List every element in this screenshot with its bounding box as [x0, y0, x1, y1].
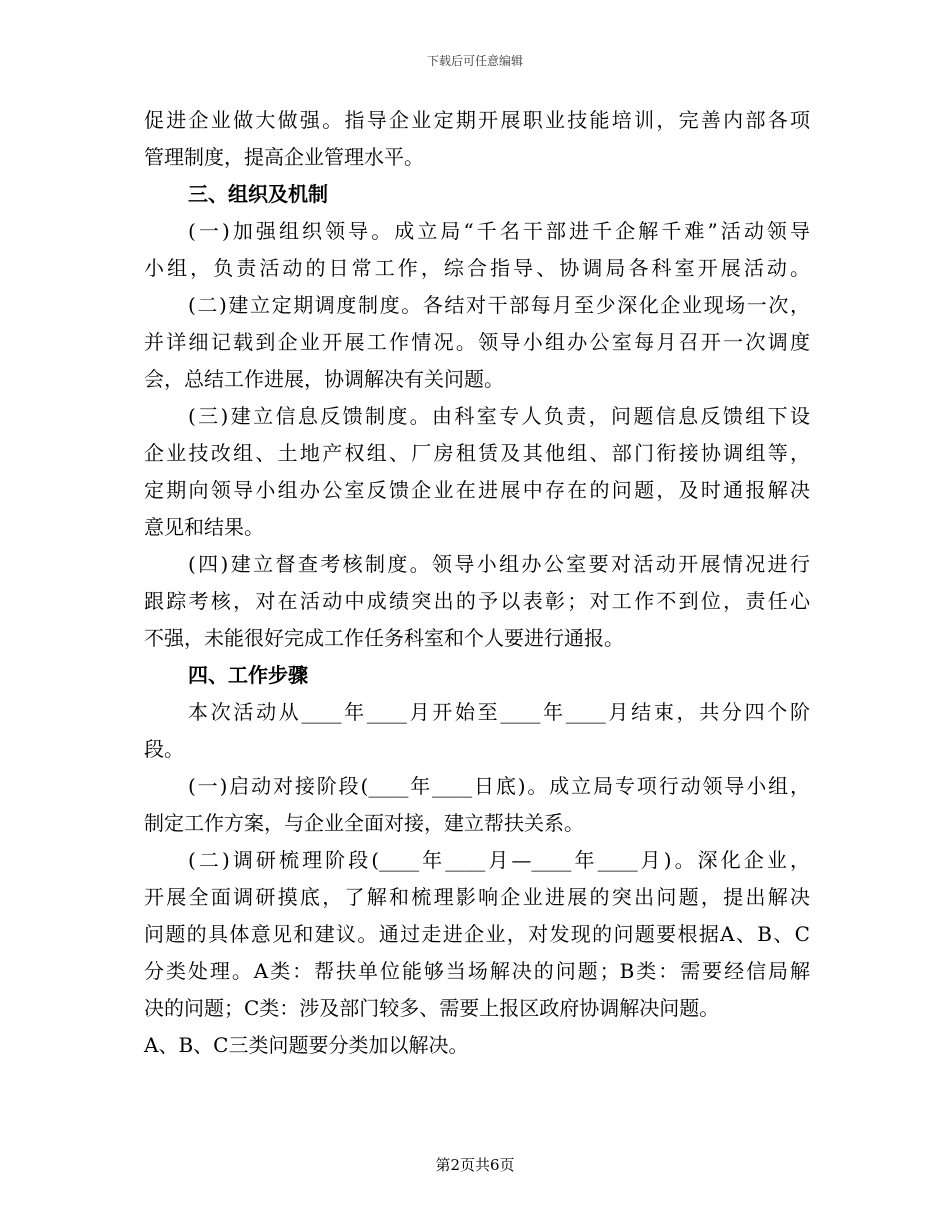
paragraph-line: 管理制度，提高企业管理水平。 — [144, 145, 424, 169]
section-heading: 三、组织及机制 — [188, 182, 328, 206]
paragraph-line: 小组，负责活动的日常工作，综合指导、协调局各科室开展活动。 — [144, 256, 810, 280]
document-body — [144, 102, 810, 1064]
paragraph-line: 本次活动从____年____月开始至____年____月结束，共分四个阶 — [188, 700, 810, 724]
paragraph-line: 并详细记载到企业开展工作情况。领导小组办公室每月召开一次调度 — [144, 330, 810, 354]
section-heading: 四、工作步骤 — [188, 663, 308, 687]
paragraph-line: 决的问题；C类：涉及部门较多、需要上报区政府协调解决问题。 — [144, 996, 720, 1020]
paragraph-line: 不强，未能很好完成工作任务科室和个人要进行通报。 — [144, 626, 624, 650]
paragraph-line: 跟踪考核，对在活动中成绩突出的予以表彰；对工作不到位，责任心 — [144, 589, 810, 613]
paragraph-line: (二)建立定期调度制度。各结对干部每月至少深化企业现场一次， — [188, 293, 810, 317]
paragraph-line: 意见和结果。 — [144, 515, 264, 539]
paragraph-line: A、B、C三类问题要分类加以解决。 — [144, 1033, 469, 1057]
paragraph-line: 问题的具体意见和建议。通过走进企业，对发现的问题要根据A、B、C — [144, 922, 810, 946]
paragraph-line: 分类处理。A类：帮扶单位能够当场解决的问题；B类：需要经信局解 — [144, 959, 810, 983]
paragraph-line: (二)调研梳理阶段(____年____月—____年____月)。深化企业， — [188, 848, 810, 872]
paragraph-line: 定期向领导小组办公室反馈企业在进展中存在的问题，及时通报解决 — [144, 478, 810, 502]
paragraph-line: (三)建立信息反馈制度。由科室专人负责，问题信息反馈组下设 — [188, 404, 810, 428]
paragraph-line: 促进企业做大做强。指导企业定期开展职业技能培训，完善内部各项 — [144, 108, 810, 132]
paragraph-line: 段。 — [144, 737, 184, 761]
paragraph-line: 开展全面调研摸底，了解和梳理影响企业进展的突出问题，提出解决 — [144, 885, 810, 909]
page-header-note: 下载后可任意编辑 — [426, 54, 523, 68]
paragraph-line: (一)启动对接阶段(____年____日底)。成立局专项行动领导小组， — [188, 774, 810, 798]
paragraph-line: 会，总结工作进展，协调解决有关问题。 — [144, 367, 504, 391]
paragraph-line: 企业技改组、土地产权组、厂房租赁及其他组、部门衔接协调组等， — [144, 441, 810, 465]
paragraph-line: (一)加强组织领导。成立局“千名干部进千企解千难”活动领导 — [188, 219, 810, 243]
paragraph-line: 制定工作方案，与企业全面对接，建立帮扶关系。 — [144, 811, 584, 835]
page-number-footer: 第2页共6页 — [435, 1156, 515, 1174]
paragraph-line: (四)建立督查考核制度。领导小组办公室要对活动开展情况进行 — [188, 552, 810, 576]
